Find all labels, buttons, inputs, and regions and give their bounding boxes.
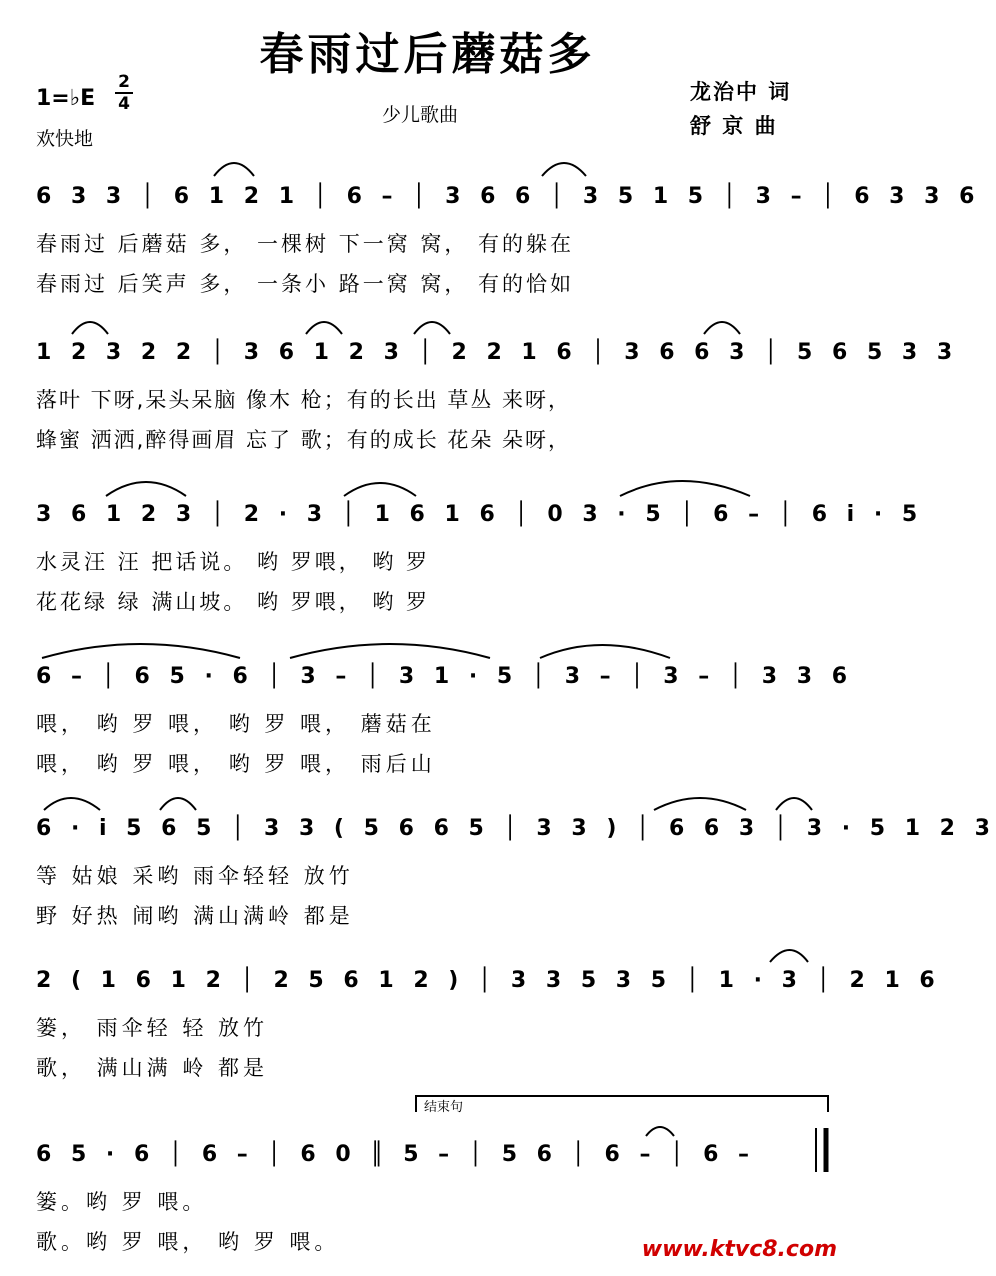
lyrics-row-7-verse-2: 歌。哟 罗 喂， 哟 罗 喂。	[36, 1230, 340, 1254]
lyrics-row-3-verse-2: 花花绿 绿 满山坡。 哟 罗喂， 哟 罗	[36, 590, 431, 614]
slur-row2-d	[704, 322, 740, 334]
slur-row2-a	[72, 322, 108, 334]
lyrics-row-6-verse-2: 歌， 满山满 岭 都是	[36, 1056, 269, 1080]
ending-label: 结束句	[424, 1100, 464, 1115]
lyrics-row-5-verse-1: 等 姑娘 采哟 雨伞轻轻 放竹	[36, 864, 354, 888]
slur-row1-b	[542, 163, 586, 176]
notation-row-5: 6 · i 5 6 5 │ 3 3 ( 5 6 6 5 │ 3 3 ) │ 6 6 3 │ 3 · 5 1 2 3	[36, 816, 996, 841]
lyrics-row-3-verse-1: 水灵汪 汪 把话说。 哟 罗喂， 哟 罗	[36, 550, 431, 574]
slur-row3-c	[620, 481, 750, 496]
lyrics-row-2-verse-1: 落叶 下呀,呆头呆脑 像木 枪；有的长出 草丛 来呀，	[36, 388, 572, 412]
tempo-marking: 欢快地	[36, 128, 94, 150]
slur-row2-b	[306, 322, 342, 334]
lyrics-row-4-verse-1: 喂， 哟 罗 喂， 哟 罗 喂， 蘑菇在	[36, 712, 436, 736]
lyrics-row-7-verse-1: 篓。哟 罗 喂。	[36, 1190, 208, 1214]
lyricist-credit: 龙治中 词	[690, 80, 792, 104]
composer-credit: 舒 京 曲	[690, 114, 778, 138]
song-title: 春雨过后蘑菇多	[259, 29, 596, 80]
lyrics-row-5-verse-2: 野 好热 闹哟 满山满岭 都是	[36, 904, 354, 928]
slur-row6-a	[770, 950, 808, 962]
slur-row1-a	[214, 163, 254, 176]
key-signature: 1=♭E	[36, 86, 96, 111]
lyrics-row-6-verse-1: 篓， 雨伞轻 轻 放竹	[36, 1016, 269, 1040]
slur-row4-c	[540, 645, 670, 658]
watermark: www.ktvc8.com	[641, 1237, 837, 1262]
slur-row5-c	[654, 798, 746, 810]
slur-row5-a	[44, 798, 100, 810]
notation-row-1: 6 3 3 │ 6 1 2 1 │ 6 – │ 3 6 6 │ 3 5 1 5 │ 3 – │ 6 3 3 6	[36, 184, 981, 209]
slur-row5-b	[160, 798, 196, 810]
slur-row7-a	[646, 1127, 674, 1136]
notation-row-4: 6 – │ 6 5 · 6 │ 3 – │ 3 1 · 5 │ 3 – │ 3 – │ 3 3 6	[36, 664, 854, 689]
lyrics-row-4-verse-2: 喂， 哟 罗 喂， 哟 罗 喂， 雨后山	[36, 752, 436, 776]
ending-bracket	[416, 1096, 828, 1112]
slur-row2-c	[414, 322, 450, 334]
meter-top: 2	[118, 72, 130, 92]
meter-bottom: 4	[118, 94, 130, 114]
lyrics-row-1-verse-2: 春雨过 后笑声 多， 一条小 路一窝 窝， 有的恰如	[36, 272, 575, 296]
notation-row-2: 1 2 3 2 2 │ 3 6 1 2 3 │ 2 2 1 6 │ 3 6 6 3 │ 5 6 5 3 3	[36, 340, 959, 365]
slur-row3-b	[344, 483, 416, 496]
notation-row-7: 6 5 · 6 │ 6 – │ 6 0 ║ 5 – │ 5 6 │ 6 – │ 6 –	[36, 1142, 756, 1167]
lyrics-row-1-verse-1: 春雨过 后蘑菇 多， 一棵树 下一窝 窝， 有的躲在	[36, 232, 575, 256]
genre-label: 少儿歌曲	[382, 104, 459, 126]
slur-row5-d	[776, 798, 812, 810]
notation-row-3: 3 6 1 2 3 │ 2 · 3 │ 1 6 1 6 │ 0 3 · 5 │ 6 – │ 6 i · 5	[36, 502, 924, 527]
slur-row4-a	[42, 644, 240, 658]
slur-row3-a	[106, 482, 186, 496]
notation-row-6: 2 ( 1 6 1 2 │ 2 5 6 1 2 ) │ 3 3 5 3 5 │ 1 · 3 │ 2 1 6	[36, 968, 941, 993]
lyrics-row-2-verse-2: 蜂蜜 洒洒,醉得画眉 忘了 歌；有的成长 花朵 朵呀，	[36, 428, 572, 452]
slur-row4-b	[290, 644, 490, 658]
